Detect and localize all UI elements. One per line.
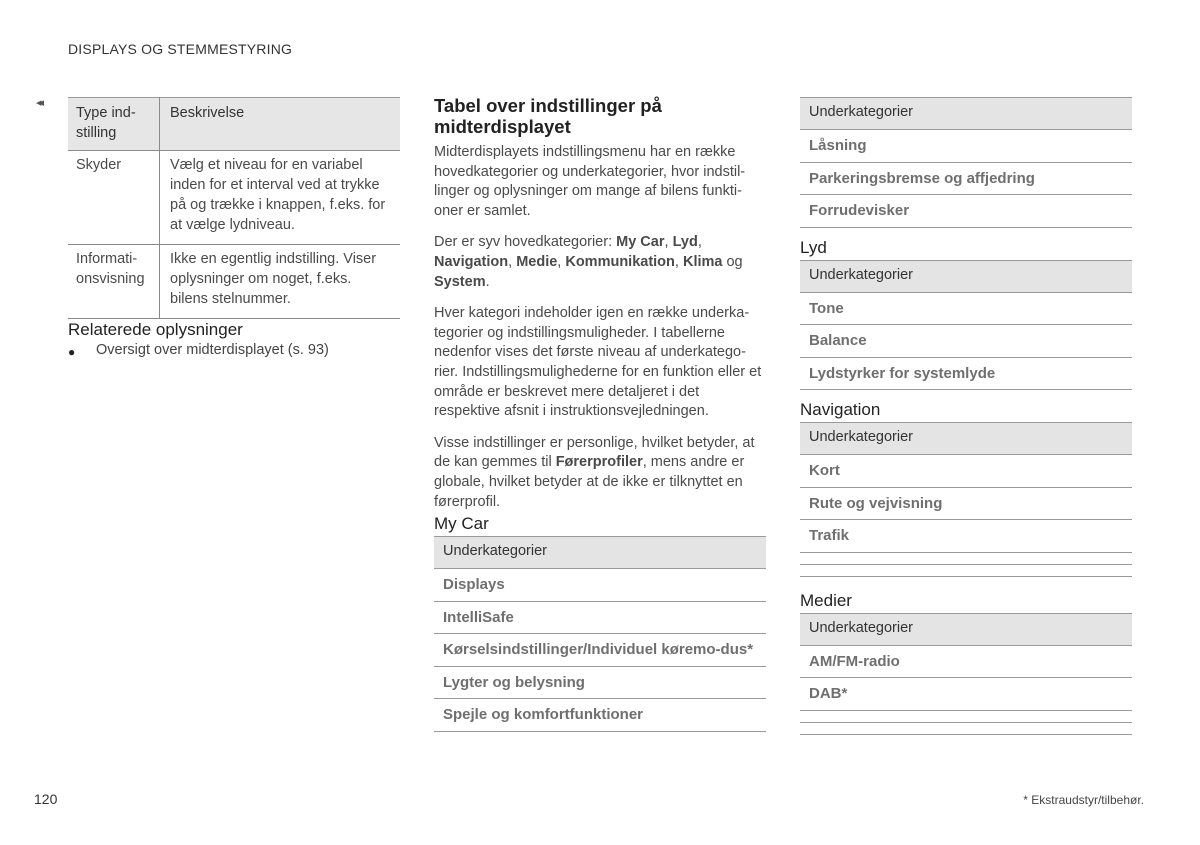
- category-name: Navigation: [434, 253, 509, 270]
- subcategory-header: Underkategorier: [800, 613, 1132, 646]
- subcategory-header: Underkategorier: [800, 97, 1132, 130]
- table-row: Kørselsindstillinger/Individuel køremo-dus*: [434, 634, 766, 667]
- table-row: Displays: [434, 569, 766, 602]
- related-link-item[interactable]: [68, 342, 329, 362]
- category-title-medier: Medier: [800, 590, 852, 610]
- bullet-icon: ●: [68, 345, 76, 359]
- profiles-prefix: Visse indstillinger er personlige, hvilket betyder, at de kan gemmes til: [434, 434, 755, 471]
- type-cell: Skyder: [68, 151, 160, 245]
- subcategory-header: Underkategorier: [800, 260, 1132, 293]
- category-name: Klima: [682, 253, 723, 270]
- category-name: Kommunikation: [565, 253, 675, 270]
- subcategory-header: Underkategorier: [434, 536, 766, 569]
- subcategory-header: Underkategorier: [800, 422, 1132, 455]
- footnote: * Ekstraudstyr/tilbehør.: [1023, 793, 1144, 807]
- subcategories-paragraph: Hver kategori indeholder igen en række underka-tegorier og indstillingsmuligheder. I tabellerne nedenfor vises det første niveau af underkatego-rier. Indstillingsmulighederne for en funktion eller et område er beskrevet mere detaljeret i det respektive afsnit i instruktionsvejledningen.: [434, 305, 762, 420]
- period: .: [485, 273, 490, 290]
- column-header-type: Type ind- stilling: [68, 98, 160, 151]
- category-title-navigation: Navigation: [800, 400, 881, 419]
- empty-row: [800, 565, 1132, 577]
- category-title-lyd: Lyd: [800, 237, 827, 257]
- table-row: Spejle og komfortfunktioner: [434, 699, 766, 732]
- related-link-text[interactable]: Oversigt over midterdisplayet (s. 93): [96, 342, 329, 358]
- category-name: System: [434, 273, 486, 290]
- table-row: Balance: [800, 325, 1132, 358]
- table-row: DAB*: [800, 678, 1132, 711]
- description-cell: Ikke en egentlig indstilling. Viser oplysninger om noget, f.eks. bilens stelnummer.: [160, 245, 401, 319]
- right-column: [800, 97, 1132, 745]
- profiles-suffix: , mens andre er globale, hvilket betyder at de ikke er tilknyttet en førerprofil.: [434, 454, 745, 510]
- mycar-table: [434, 536, 766, 732]
- table-row: Låsning: [800, 130, 1132, 163]
- table-row: Forrudevisker: [800, 195, 1132, 228]
- conjunction: og: [722, 253, 743, 270]
- table-row: Trafik: [800, 520, 1132, 553]
- category-name: Medie: [516, 253, 558, 270]
- table-row: Lydstyrker for systemlyde: [800, 358, 1132, 391]
- type-cell: Informati- onsvisning: [68, 245, 160, 319]
- intro-section: [434, 95, 768, 524]
- profiles-term: Førerprofiler: [555, 454, 643, 471]
- categories-prefix: Der er syv hovedkategorier:: [434, 234, 617, 251]
- category-name: Lyd: [672, 234, 698, 251]
- description-cell: Vælg et niveau for en variabel inden for et interval ved at trykke på og trække i knappen, f.eks. for at vælge lydniveau.: [160, 151, 401, 245]
- table-row: Rute og vejvisning: [800, 488, 1132, 521]
- table-header-row: [68, 98, 400, 151]
- empty-row: [800, 711, 1132, 723]
- empty-row: [800, 723, 1132, 735]
- section-title: Tabel over indstillinger på midterdisplayet: [434, 95, 662, 137]
- column-header-description: Beskrivelse: [160, 98, 401, 151]
- table-row: AM/FM-radio: [800, 646, 1132, 679]
- table-row: IntelliSafe: [434, 602, 766, 635]
- category-name: My Car: [616, 234, 665, 251]
- intro-paragraph: Midterdisplayets indstillingsmenu har en række hovedkategorier og underkategorier, hvor indstil-linger og oplysninger om mange af bilens funkti-oner er samlet.: [434, 144, 746, 219]
- double-left-arrow-icon[interactable]: ◂◂: [36, 97, 42, 109]
- mycar-block: [434, 514, 766, 732]
- table-row: [68, 151, 400, 245]
- table-row: Parkeringsbremse og affjedring: [800, 163, 1132, 196]
- categories-paragraph: Der er syv hovedkategorier: My Car, Lyd, Navigation, Medie, Kommunikation, Klima og System.: [434, 234, 743, 290]
- empty-row: [800, 553, 1132, 565]
- table-row: Kort: [800, 455, 1132, 488]
- setting-type-table: [68, 97, 400, 319]
- navigation-block: [800, 400, 1132, 577]
- mycar-continued-table: [800, 97, 1132, 228]
- related-info-heading: Relaterede oplysninger: [68, 320, 243, 339]
- table-row: Tone: [800, 293, 1132, 326]
- table-row: Lygter og belysning: [434, 667, 766, 700]
- category-title-mycar: My Car: [434, 514, 489, 533]
- page-number: 120: [34, 791, 58, 807]
- profiles-paragraph: [434, 434, 768, 512]
- medier-block: [800, 591, 1132, 735]
- table-row: [68, 245, 400, 319]
- page-header: DISPLAYS OG STEMMESTYRING: [68, 41, 293, 57]
- lyd-block: [800, 238, 1132, 391]
